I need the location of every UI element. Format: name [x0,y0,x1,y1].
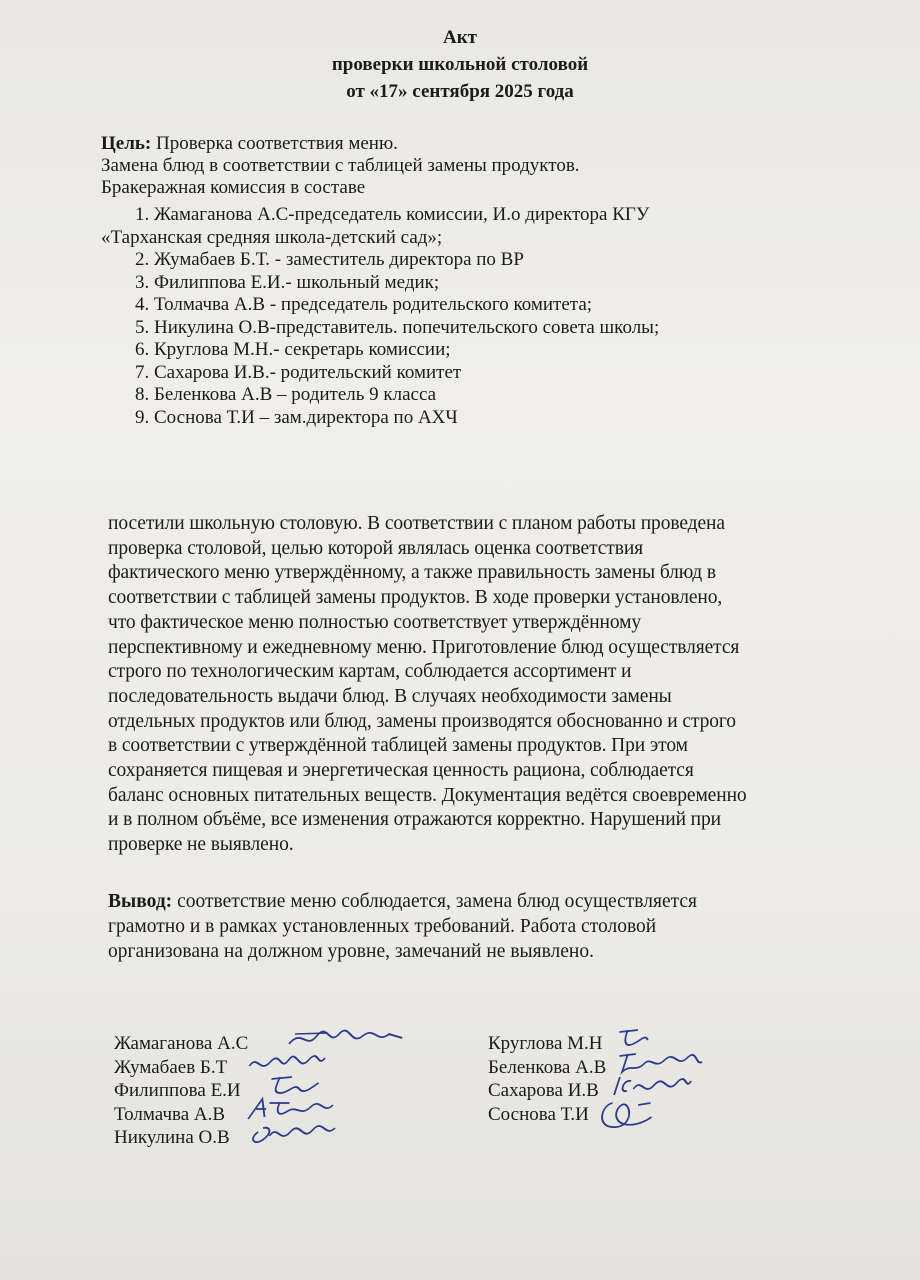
conclusion-label: Вывод: [108,891,173,912]
purpose-label: Цель: [101,133,152,154]
signatures-right [488,1032,606,1126]
body-line: фактического меню утверждённому, а также правильность замены блюд в [108,562,716,584]
signature-row [114,1056,248,1080]
handwritten-signature [245,1118,341,1148]
signature-row [488,1032,606,1056]
conclusion-text: соответствие меню соблюдается, замена блюд осуществляется [172,891,697,912]
body-line: что фактическое меню полностью соответствует утверждённому [108,611,642,633]
committee-member: 7. Сахарова И.В.- родительский комитет [135,361,462,383]
committee-member: 9. Соснова Т.И – зам.директора по АХЧ [135,406,458,428]
conclusion-line-2: грамотно и в рамках установленных требований. Работа столовой [108,916,657,937]
conclusion-block [108,889,828,964]
signatory-name: Сахарова И.В [488,1080,599,1101]
body-line: последовательность выдачи блюд. В случаях необходимости замены [108,685,672,707]
body-line: соответствии с таблицей замены продуктов. В ходе проверки установлено, [108,587,723,609]
body-line: проверка столовой, целью которой являлась оценка соответствия [108,537,644,559]
body-line: сохраняется пищевая и энергетическая ценность рациона, соблюдается [108,760,694,782]
conclusion-line-3: организована на должном уровне, замечаний не выявлено. [108,941,594,962]
body-line: проверке не выявлено. [108,834,294,856]
signature-row [114,1103,248,1127]
title-line-3: от «17» сентября 2025 года [346,81,574,102]
signature-row [114,1079,248,1103]
body-line: посетили школьную столовую. В соответствии с планом работы проведена [108,513,725,534]
body-line: отдельных продуктов или блюд, замены производятся обоснованно и строго [108,710,736,732]
body-paragraph [108,512,848,858]
title-line-2: проверки школьной столовой [331,54,589,75]
committee-member-continuation: «Тарханская средняя школа-детский сад»; [101,226,443,248]
purpose-text: Проверка соответствия меню. [151,133,398,154]
commission-intro: Бракеражная комиссия в составе [101,177,366,198]
body-line: строго по технологическим картам, соблюдается ассортимент и [108,661,632,683]
committee-list [101,204,821,429]
purpose-line [101,133,821,155]
signature-row [488,1056,606,1080]
signatory-name: Соснова Т.И [488,1103,589,1125]
body-line: в соответствии с утверждённой таблицей замены продуктов. При этом [108,735,688,757]
signatory-name: Жамаганова А.С [114,1033,249,1054]
body-line: и в полном объёме, все изменения отражаются корректно. Нарушений при [108,809,722,831]
committee-member: 1. Жамаганова А.С-председатель комиссии, И.о директора КГУ [135,204,650,225]
committee-member: 8. Беленкова А.В – родитель 9 класса [135,384,437,405]
committee-member: 5. Никулина О.В-представитель. попечительского совета школы; [135,316,660,338]
purpose-line-2: Замена блюд в соответствии с таблицей замены продуктов. [101,155,580,176]
committee-member: 4. Толмачва А.В - председатель родительского комитета; [135,294,593,315]
signature-row [488,1079,606,1103]
body-line: баланс основных питательных веществ. Документация ведётся своевременно [108,784,747,806]
body-line: перспективному и ежедневному меню. Приготовление блюд осуществляется [108,636,740,658]
committee-member: 2. Жумабаев Б.Т. - заместитель директора по ВР [135,249,524,270]
signatory-name: Филиппова Е.И [114,1080,241,1101]
signature-row [488,1103,606,1127]
signatory-name: Жумабаев Б.Т [114,1056,228,1078]
purpose-block [101,133,821,199]
conclusion-line-1 [108,889,828,914]
committee-member: 6. Круглова М.Н.- секретарь комиссии; [135,339,451,360]
signatory-name: Толмачва А.В [114,1103,226,1125]
signatures-left [114,1032,248,1150]
handwritten-signature [592,1097,670,1133]
signatory-name: Круглова М.Н [488,1033,603,1054]
signatory-name: Никулина О.В [114,1127,230,1148]
committee-member: 3. Филиппова Е.И.- школьный медик; [135,271,440,293]
signatory-name: Беленкова А.В [488,1056,607,1078]
document-title [0,24,920,105]
signature-row [114,1032,248,1056]
title-line-1: Акт [442,27,477,48]
signature-row [114,1126,248,1150]
